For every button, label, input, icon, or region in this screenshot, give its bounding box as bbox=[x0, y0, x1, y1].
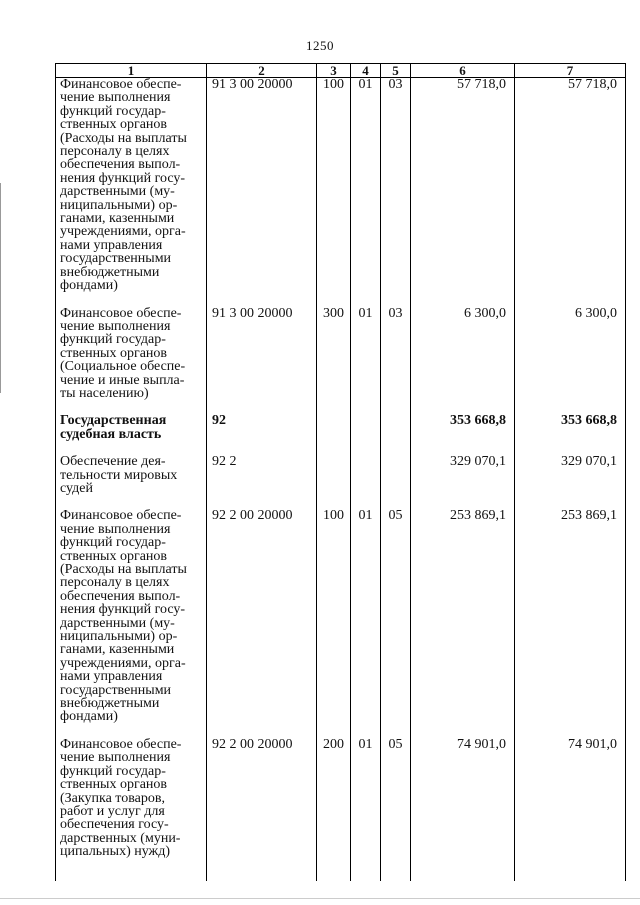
row-col-4: 01 bbox=[351, 307, 381, 415]
scan-edge-mark bbox=[0, 183, 1, 393]
table-bottom-filler bbox=[56, 873, 626, 881]
row-col-4: 01 bbox=[351, 509, 381, 738]
budget-table-container bbox=[55, 63, 625, 860]
table-row bbox=[56, 738, 626, 873]
header-col-5: 5 bbox=[381, 64, 411, 78]
row-name: Финансовое обеспе- чение выполнения функций государ- ственных органов (Закупка товаров, работ и услуг для обеспечения госу- дарственных (муни- ципальных) нужд) bbox=[56, 738, 207, 873]
row-code: 92 2 bbox=[207, 455, 317, 509]
row-col-3 bbox=[317, 414, 351, 455]
row-col-3: 300 bbox=[317, 307, 351, 415]
row-name: Обеспечение дея- тельности мировых судей bbox=[56, 455, 207, 509]
row-col-5: 05 bbox=[381, 738, 411, 873]
row-col-5 bbox=[381, 414, 411, 455]
row-code: 92 2 00 20000 bbox=[207, 509, 317, 738]
row-col-7: 329 070,1 bbox=[515, 455, 626, 509]
row-name: Финансовое обеспе- чение выполнения функций государ- ственных органов (Расходы на выплаты персоналу в целях обеспечения выпол- нения функций госу- дарственными (му- ниципальными) ор- ганами, казенными учреждениями, орга- нами управления государственными внебюджетными фондами) bbox=[56, 509, 207, 738]
row-code: 92 bbox=[207, 414, 317, 455]
row-col-5: 03 bbox=[381, 307, 411, 415]
header-col-6: 6 bbox=[411, 64, 515, 78]
row-col-6: 74 901,0 bbox=[411, 738, 515, 873]
row-col-7: 74 901,0 bbox=[515, 738, 626, 873]
row-col-6: 6 300,0 bbox=[411, 307, 515, 415]
row-col-7: 57 718,0 bbox=[515, 78, 626, 307]
row-code: 92 2 00 20000 bbox=[207, 738, 317, 873]
row-col-5: 05 bbox=[381, 509, 411, 738]
row-col-4 bbox=[351, 414, 381, 455]
header-col-7: 7 bbox=[515, 64, 626, 78]
table-row bbox=[56, 455, 626, 509]
row-col-4 bbox=[351, 455, 381, 509]
row-col-3: 200 bbox=[317, 738, 351, 873]
row-col-7: 353 668,8 bbox=[515, 414, 626, 455]
header-col-1: 1 bbox=[56, 64, 207, 78]
page-number: 1250 bbox=[306, 38, 334, 53]
row-col-3: 100 bbox=[317, 509, 351, 738]
table-row bbox=[56, 509, 626, 738]
row-col-5: 03 bbox=[381, 78, 411, 307]
header-row bbox=[56, 64, 626, 78]
row-name: Финансовое обеспе- чение выполнения функций государ- ственных органов (Социальное обеспе- чение и иные выпла- ты населению) bbox=[56, 307, 207, 415]
row-col-6: 329 070,1 bbox=[411, 455, 515, 509]
row-col-7: 6 300,0 bbox=[515, 307, 626, 415]
budget-table bbox=[55, 63, 626, 881]
row-code: 91 3 00 20000 bbox=[207, 307, 317, 415]
row-col-6: 353 668,8 bbox=[411, 414, 515, 455]
row-name: Государственная судебная власть bbox=[56, 414, 207, 455]
row-col-6: 57 718,0 bbox=[411, 78, 515, 307]
header-col-3: 3 bbox=[317, 64, 351, 78]
row-code: 91 3 00 20000 bbox=[207, 78, 317, 307]
row-name: Финансовое обеспе- чение выполнения функций государ- ственных органов (Расходы на выплаты персоналу в целях обеспечения выпол- нения функций госу- дарственными (му- ниципальными) ор- ганами, казенными учреждениями, орга- нами управления государственными внебюджетными фондами) bbox=[56, 78, 207, 307]
page-bottom-rule bbox=[0, 898, 640, 899]
table-row bbox=[56, 307, 626, 415]
table-row bbox=[56, 78, 626, 307]
row-col-3: 100 bbox=[317, 78, 351, 307]
header-col-4: 4 bbox=[351, 64, 381, 78]
row-col-3 bbox=[317, 455, 351, 509]
row-col-4: 01 bbox=[351, 78, 381, 307]
row-col-6: 253 869,1 bbox=[411, 509, 515, 738]
table-row bbox=[56, 414, 626, 455]
row-col-7: 253 869,1 bbox=[515, 509, 626, 738]
header-col-2: 2 bbox=[207, 64, 317, 78]
row-col-4: 01 bbox=[351, 738, 381, 873]
row-col-5 bbox=[381, 455, 411, 509]
